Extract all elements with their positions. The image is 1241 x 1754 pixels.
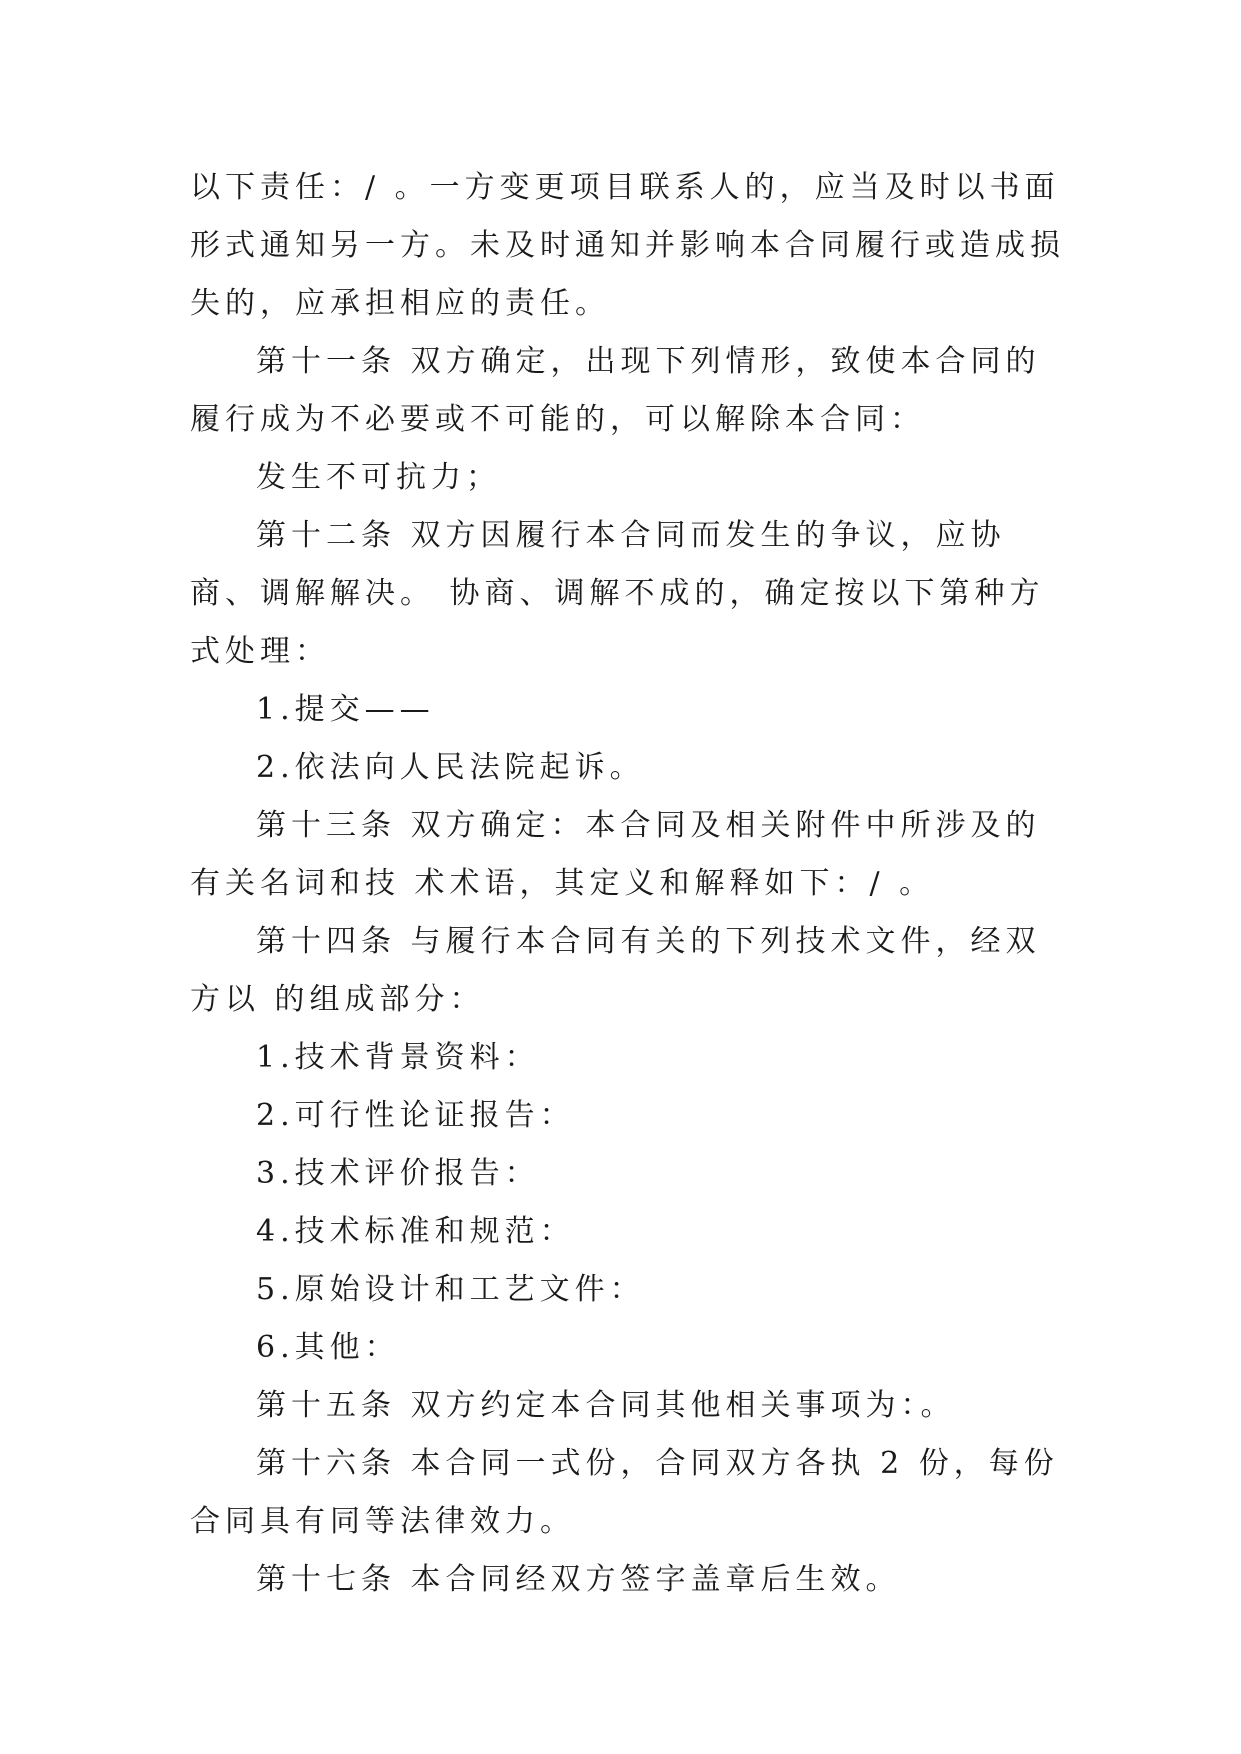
paragraph-article-14: 第十四条 与履行本合同有关的下列技术文件，经双方以 的组成部分： [190, 924, 1041, 1017]
list-item-design: 5.原始设计和工艺文件： [256, 1272, 645, 1307]
list-item-standards: 4.技术标准和规范： [256, 1214, 575, 1249]
contract-body [190, 159, 1075, 1609]
paragraph-article-16: 第十六条 本合同一式份，合同双方各执 2 份，每份合同具有同等法律效力。 [190, 1446, 1059, 1539]
paragraph-article-11: 第十一条 双方确定，出现下列情形，致使本合同的履行成为不必要或不可能的，可以解除本合同： [190, 344, 1041, 437]
paragraph-article-17: 第十七条 本合同经双方签字盖章后生效。 [256, 1562, 901, 1597]
list-item-submit: 1.提交—— [256, 692, 435, 727]
paragraph-article-15: 第十五条 双方约定本合同其他相关事项为：。 [256, 1388, 956, 1423]
paragraph-article-12: 第十二条 双方因履行本合同而发生的争议，应协商、调解解决。 协商、调解不成的，确定按以下第种方式处理： [190, 518, 1045, 669]
list-item-background: 1.技术背景资料： [256, 1040, 540, 1075]
paragraph-responsibility: 以下责任：/ 。一方变更项目联系人的，应当及时以书面形式通知另一方。未及时通知并影响本合同履行或造成损失的，应承担相应的责任。 [190, 170, 1065, 321]
list-item-evaluation: 3.技术评价报告： [256, 1156, 540, 1191]
paragraph-article-13: 第十三条 双方确定：本合同及相关附件中所涉及的有关名词和技 术术语，其定义和解释如下：/ 。 [190, 808, 1041, 901]
paragraph-force-majeure: 发生不可抗力； [256, 460, 501, 495]
list-item-feasibility: 2.可行性论证报告： [256, 1098, 575, 1133]
list-item-court: 2.依法向人民法院起诉。 [256, 750, 645, 785]
list-item-other: 6.其他： [256, 1330, 400, 1365]
